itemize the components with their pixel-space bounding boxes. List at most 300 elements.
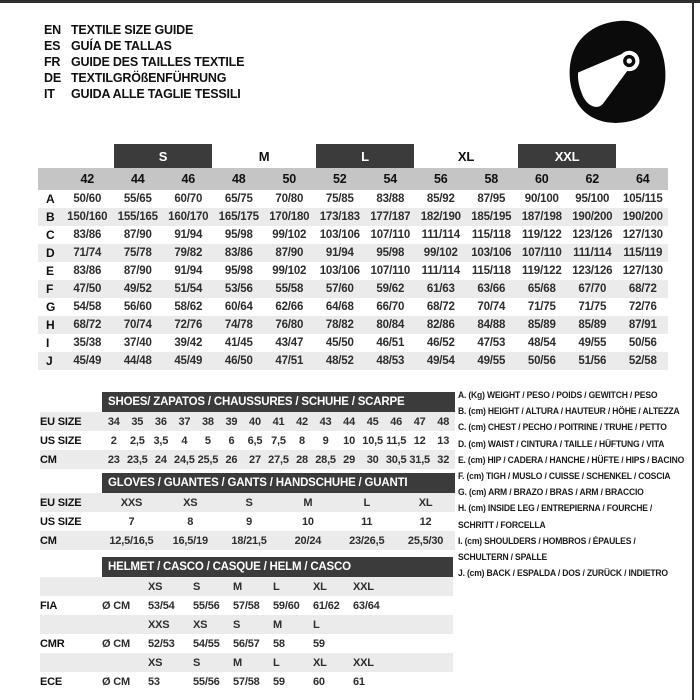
cell: 71/74 — [62, 244, 113, 262]
cell: 173/183 — [315, 208, 366, 226]
cell: 10,5 — [362, 434, 383, 447]
cell: Ø CM — [102, 637, 130, 650]
cell: 56 — [416, 168, 467, 190]
cell: 47/51 — [264, 352, 315, 370]
shoes-table — [40, 412, 455, 469]
table-row — [38, 190, 668, 208]
cell: 75/78 — [113, 244, 164, 262]
helmet-table — [40, 577, 453, 691]
cell: 127/130 — [622, 265, 663, 277]
cell: 190/200 — [567, 208, 618, 226]
cell: 87/90 — [123, 265, 152, 277]
cell: 56/60 — [123, 301, 152, 313]
lang-title: TEXTILGRÖßENFÜHRUNG — [71, 71, 227, 85]
table-row — [40, 672, 453, 691]
cell: 12,5/16,5 — [102, 531, 161, 550]
cell: 26 — [220, 450, 244, 469]
cell: S — [193, 653, 233, 672]
cell: 24 — [149, 450, 173, 469]
cell: 107/110 — [370, 265, 411, 277]
cell: 70/80 — [275, 193, 304, 205]
cell: 60 — [517, 168, 568, 190]
size-group-xl: XL — [457, 148, 475, 164]
table-row — [40, 431, 455, 450]
main-size-table — [38, 144, 668, 370]
legend-line: J. (cm) BACK / ESPALDA / DOS / ZURÜCK / INDIETRO — [458, 568, 668, 580]
cell: 119/122 — [522, 265, 562, 277]
legend-line: E. (cm) HIP / CADERA / HANCHE / HÜFTE / HIPS / BACINO — [458, 454, 685, 466]
cell: M — [233, 577, 273, 596]
cell: L — [337, 493, 396, 512]
size-group-xxl: XXL — [517, 144, 618, 168]
gloves-section — [40, 473, 455, 550]
cell: XS — [148, 577, 193, 596]
cell: 56/57 — [233, 637, 260, 650]
table-row — [40, 634, 453, 653]
measurement-rows — [38, 190, 668, 370]
cell: 30 — [361, 450, 385, 469]
cell: 55/65 — [123, 193, 152, 205]
cell: 63/66 — [466, 280, 517, 298]
cell: S — [233, 615, 273, 634]
cell: 79/82 — [163, 244, 214, 262]
cell: I — [46, 336, 50, 350]
cell: 111/114 — [421, 265, 460, 277]
cell: 85/89 — [567, 316, 618, 334]
cell: XXL — [353, 577, 453, 596]
cell: 27 — [243, 450, 267, 469]
cell: 75/85 — [325, 193, 354, 205]
cell: 95/98 — [365, 244, 416, 262]
cell: 123/126 — [572, 265, 613, 277]
cell — [40, 653, 102, 672]
cell: 115/118 — [471, 229, 511, 241]
lang-row-fr — [44, 54, 244, 70]
cell: 47/50 — [62, 280, 113, 298]
cell: 107/110 — [517, 244, 568, 262]
cell: 99/102 — [416, 244, 467, 262]
cell: 39 — [220, 412, 244, 431]
cell: 67/70 — [567, 280, 618, 298]
cell: 57/58 — [233, 675, 260, 688]
cell: 190/200 — [618, 208, 669, 226]
cell — [40, 615, 102, 634]
cell: 23/26,5 — [337, 531, 396, 550]
cell: XXS — [148, 615, 193, 634]
cell: 52/58 — [618, 352, 669, 370]
cell: 115/119 — [618, 244, 669, 262]
cell: 53/56 — [214, 280, 265, 298]
gloves-section-header: GLOVES / GUANTES / GANTS / HANDSCHUHE / GUANTI — [102, 473, 455, 493]
cell: 54/55 — [193, 637, 220, 650]
cell: 34 — [102, 412, 126, 431]
cell: XXS — [102, 493, 161, 512]
cell: 42 — [290, 412, 314, 431]
table-row — [38, 280, 668, 298]
cell: M — [233, 653, 273, 672]
cell: 72/76 — [163, 316, 214, 334]
cell: 12 — [419, 515, 432, 528]
cell: 111/114 — [567, 244, 618, 262]
cell: CM — [40, 531, 102, 550]
cell: 62/66 — [275, 301, 304, 313]
cell: 40 — [243, 412, 267, 431]
cell: 182/190 — [416, 208, 467, 226]
cell: 103/106 — [319, 229, 360, 241]
cell: L — [273, 653, 313, 672]
cell: Ø CM — [102, 675, 130, 688]
cell: 150/160 — [62, 208, 113, 226]
cell: 155/165 — [113, 208, 164, 226]
cell — [40, 577, 102, 596]
cell: 9 — [246, 515, 253, 528]
cell: 50/56 — [628, 337, 657, 349]
cell: 51/56 — [567, 352, 618, 370]
table-row — [40, 512, 455, 531]
cell: 36 — [149, 412, 173, 431]
cell: 46/52 — [426, 337, 455, 349]
cell: CMR — [40, 634, 102, 653]
cell: 10 — [301, 515, 314, 528]
cell: 160/170 — [163, 208, 214, 226]
cell: 49/52 — [113, 280, 164, 298]
cell: 64/68 — [325, 301, 354, 313]
cell: US SIZE — [40, 431, 102, 450]
cell: 52 — [315, 168, 366, 190]
cell — [102, 615, 148, 634]
cell: L — [313, 615, 353, 634]
cell: 170/180 — [264, 208, 315, 226]
cell: C — [46, 228, 55, 242]
shoes-section-header: SHOES/ ZAPATOS / CHAUSSURES / SCHUHE / SCARPE — [102, 392, 455, 412]
gloves-table — [40, 493, 455, 550]
cell: 6 — [228, 434, 235, 447]
cell: 29 — [337, 450, 361, 469]
table-row — [40, 596, 453, 615]
legend-line: F. (cm) TIGH / MUSLO / CUISSE / SCHENKEL / COSCIA — [458, 470, 671, 482]
cell: S — [193, 577, 233, 596]
cell: E — [46, 264, 54, 278]
cell: L — [273, 577, 313, 596]
cell: EU SIZE — [40, 412, 102, 431]
cell: 57/58 — [233, 599, 260, 612]
table-row — [38, 334, 668, 352]
lang-code: EN — [44, 23, 61, 37]
cell: 55/58 — [264, 280, 315, 298]
cell: 59/60 — [273, 599, 300, 612]
cell: 27,5 — [267, 450, 291, 469]
cell: J — [38, 352, 62, 370]
cell: 28,5 — [314, 450, 338, 469]
cell: 41/45 — [224, 337, 253, 349]
cell: 30,5 — [384, 450, 408, 469]
table-row — [40, 412, 455, 431]
cell: 80/84 — [365, 316, 416, 334]
legend-line: C. (cm) CHEST / PECHO / POITRINE / TRUHE / PETTO — [458, 422, 667, 434]
lang-code: FR — [44, 55, 61, 69]
cell: XS — [148, 653, 193, 672]
cell: XS — [193, 615, 233, 634]
cell: 44 — [337, 412, 361, 431]
legend-line: B. (cm) HEIGHT / ALTURA / HAUTEUR / HÖHE / ALTEZZA — [458, 406, 680, 418]
table-row — [38, 226, 668, 244]
cell: 54/58 — [73, 301, 102, 313]
cell: 55/56 — [193, 675, 220, 688]
measurement-legend — [458, 388, 698, 582]
cell: 65/68 — [517, 280, 568, 298]
cell: 44 — [113, 168, 164, 190]
cell: 5 — [204, 434, 211, 447]
cell: 37/40 — [123, 337, 152, 349]
cell: 24,5 — [173, 450, 197, 469]
cell: XS — [161, 493, 220, 512]
lang-row-es — [44, 38, 244, 54]
cell — [102, 653, 148, 672]
lang-row-it — [44, 86, 244, 102]
cell: 70/74 — [477, 301, 506, 313]
size-group-s: S — [113, 144, 214, 168]
legend-line: I. (cm) SHOULDERS / HOMBROS / ÉPAULES / — [458, 535, 636, 547]
cell: 83/88 — [376, 193, 405, 205]
cell: 85/92 — [426, 193, 455, 205]
cell: 45/49 — [163, 352, 214, 370]
table-row — [38, 316, 668, 334]
lang-title: GUÍA DE TALLAS — [71, 39, 172, 53]
cell: 48 — [214, 168, 265, 190]
cell: 53 — [148, 675, 160, 688]
cell: 99/102 — [272, 265, 307, 277]
cell: 28 — [290, 450, 314, 469]
cell: 25,5/30 — [396, 531, 455, 550]
cell: 59 — [313, 637, 325, 650]
cell: 60/64 — [224, 301, 253, 313]
size-group-m: M — [258, 148, 270, 164]
cell: 47 — [408, 412, 432, 431]
cell: 23,5 — [126, 450, 150, 469]
table-row — [38, 208, 668, 226]
cell: G — [46, 300, 56, 314]
cell: 48/53 — [365, 352, 416, 370]
cell: 91/94 — [174, 265, 203, 277]
legend-line: H. (cm) INSIDE LEG / ENTREPIERNA / FOURCHE / — [458, 503, 653, 515]
lang-row-de — [44, 70, 244, 86]
cell: 59/62 — [365, 280, 416, 298]
cell: 38 — [196, 412, 220, 431]
helmet-section — [40, 557, 453, 691]
cell: 39/42 — [174, 337, 203, 349]
cell: 61/63 — [416, 280, 467, 298]
cell: 18/21,5 — [220, 531, 279, 550]
cell: 58 — [273, 637, 285, 650]
lang-row-en — [44, 22, 244, 38]
cell: F — [38, 280, 62, 298]
cell: FIA — [40, 596, 102, 615]
cell: 103/106 — [319, 265, 360, 277]
cell: 91/94 — [174, 229, 203, 241]
cell: 49/55 — [578, 337, 607, 349]
legend-line: G. (cm) ARM / BRAZO / BRAS / ARM / BRACCIO — [458, 487, 644, 499]
lang-code: DE — [44, 71, 61, 85]
cell: XL — [313, 653, 353, 672]
cell: 59 — [273, 675, 285, 688]
cell: CM — [40, 450, 102, 469]
cell: 54 — [365, 168, 416, 190]
cell: 115/118 — [471, 265, 511, 277]
cell: 48 — [431, 412, 455, 431]
cell: 72/76 — [628, 301, 657, 313]
cell: 64 — [618, 168, 669, 190]
cell: 6,5 — [247, 434, 263, 447]
cell: M — [278, 493, 337, 512]
cell: 3,5 — [153, 434, 169, 447]
table-row — [38, 352, 668, 370]
cell: 165/175 — [214, 208, 265, 226]
cell: 84/88 — [466, 316, 517, 334]
cell: 65/75 — [224, 193, 253, 205]
cell: 68/72 — [426, 301, 455, 313]
cell — [38, 168, 62, 190]
cell: 2 — [110, 434, 117, 447]
cell: 62 — [567, 168, 618, 190]
cell: 57/60 — [315, 280, 366, 298]
cell: 23 — [102, 450, 126, 469]
cell: M — [273, 615, 313, 634]
cell: 87/95 — [477, 193, 506, 205]
cell: H — [38, 316, 62, 334]
cell: 42 — [62, 168, 113, 190]
cell: 60 — [313, 675, 325, 688]
cell: 58 — [466, 168, 517, 190]
table-row — [38, 298, 668, 316]
cell: 45 — [361, 412, 385, 431]
cell: 71/75 — [527, 301, 556, 313]
top-border-line — [0, 0, 700, 3]
cell: 91/94 — [315, 244, 366, 262]
cell: 83/86 — [73, 229, 102, 241]
cell — [353, 615, 453, 634]
cell: 35 — [126, 412, 150, 431]
cell: 95/98 — [224, 229, 253, 241]
cell: 119/122 — [522, 229, 562, 241]
cell — [353, 634, 453, 653]
legend-line: A. (Kg) WEIGHT / PESO / POIDS / GEWITCH / PESO — [458, 390, 658, 401]
cell — [38, 144, 62, 168]
size-group-l: L — [315, 144, 416, 168]
cell: 11 — [361, 515, 373, 528]
cell: 10 — [343, 434, 355, 447]
cell: 46/51 — [376, 337, 405, 349]
cell: 107/110 — [370, 229, 411, 241]
cell: 46/50 — [214, 352, 265, 370]
lang-code: ES — [44, 39, 61, 53]
cell: 46 — [384, 412, 408, 431]
cell: 2,5 — [129, 434, 145, 447]
cell: 45/49 — [62, 352, 113, 370]
cell: 25,5 — [196, 450, 220, 469]
cell: 50/56 — [517, 352, 568, 370]
cell: 35/38 — [73, 337, 102, 349]
cell: 61 — [353, 675, 365, 688]
cell — [62, 144, 113, 168]
cell: 95/100 — [575, 193, 610, 205]
cell: 68/72 — [62, 316, 113, 334]
cell: 31,5 — [408, 450, 432, 469]
cell: 4 — [181, 434, 188, 447]
cell: 13 — [437, 434, 450, 447]
cell: 8 — [299, 434, 305, 447]
cell: 41 — [267, 412, 291, 431]
cell: US SIZE — [40, 512, 102, 531]
helmet-section-header: HELMET / CASCO / CASQUE / HELM / CASCO — [102, 557, 453, 577]
cell: 87/90 — [264, 244, 315, 262]
lang-title: GUIDA ALLE TAGLIE TESSILI — [71, 87, 241, 101]
eu-size-row — [38, 168, 668, 190]
cell: 55/56 — [193, 599, 220, 612]
cell: 76/80 — [264, 316, 315, 334]
cell: 61/62 — [313, 599, 340, 612]
cell: 87/91 — [618, 316, 669, 334]
cell: 43 — [314, 412, 338, 431]
cell: 60/70 — [174, 193, 203, 205]
cell: 53/54 — [148, 599, 175, 612]
lang-title: TEXTILE SIZE GUIDE — [71, 23, 194, 37]
table-row — [38, 244, 668, 262]
cell: S — [220, 493, 279, 512]
cell: 7,5 — [271, 434, 286, 447]
legend-line: SCHULTERN / SPALLE — [458, 551, 548, 563]
cell: XXL — [353, 653, 453, 672]
right-border-line — [692, 3, 694, 700]
cell: 45/50 — [325, 337, 354, 349]
cell: 71/75 — [578, 301, 607, 313]
cell: EU SIZE — [40, 493, 102, 512]
cell: XL — [396, 493, 455, 512]
cell: ECE — [40, 672, 102, 691]
cell: 58/62 — [174, 301, 203, 313]
cell: 8 — [187, 515, 194, 528]
cell: 52/53 — [148, 637, 175, 650]
cell: 78/82 — [315, 316, 366, 334]
cell: 127/130 — [622, 229, 663, 241]
cell: 95/98 — [224, 265, 253, 277]
cell — [618, 144, 669, 168]
cell: 50 — [264, 168, 315, 190]
cell: 177/187 — [365, 208, 416, 226]
cell: D — [38, 244, 62, 262]
table-row — [40, 493, 455, 512]
cell: 49/54 — [416, 352, 467, 370]
cell: 70/74 — [113, 316, 164, 334]
cell: 105/115 — [623, 193, 663, 205]
lang-title: GUIDE DES TAILLES TEXTILE — [71, 55, 245, 69]
cell: 51/54 — [163, 280, 214, 298]
cell: 66/70 — [376, 301, 405, 313]
table-row — [38, 262, 668, 280]
cell: 187/198 — [517, 208, 568, 226]
table-row — [40, 653, 453, 672]
table-row — [40, 615, 453, 634]
cell: 47/53 — [477, 337, 506, 349]
cell: XL — [313, 577, 353, 596]
cell: 16,5/19 — [161, 531, 220, 550]
table-row — [40, 577, 453, 596]
cell: 82/86 — [416, 316, 467, 334]
table-row — [40, 531, 455, 550]
cell: 68/72 — [618, 280, 669, 298]
cell: 63/64 — [353, 599, 380, 612]
cell: 32 — [431, 450, 455, 469]
cell: A — [46, 192, 55, 206]
